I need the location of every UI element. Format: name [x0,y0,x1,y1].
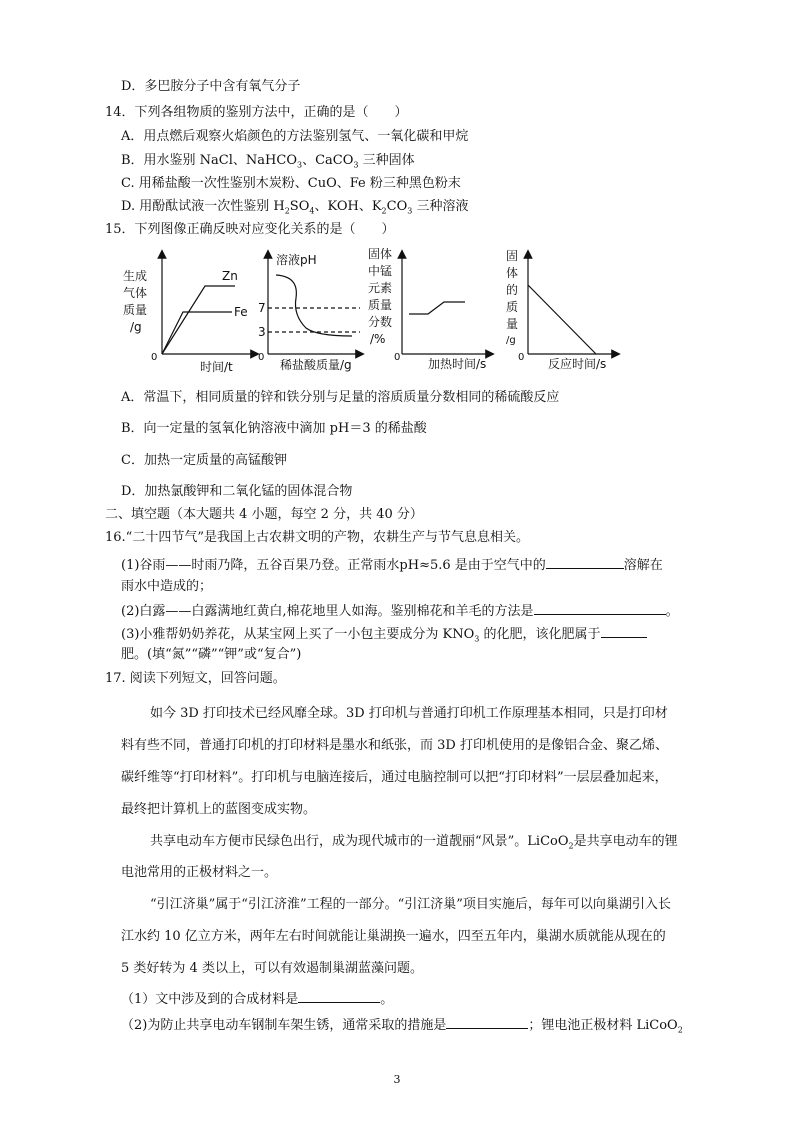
g3-zero: 0 [394,352,401,363]
g4-mass-line [528,285,596,354]
q17-para3-line: 江水约 10 亿立方米，两年左右时间就能让巢湖换一遍水，四至五年内，巢湖水质就能从现在的 [121,929,666,944]
q14-option-a: A．用点燃后观察火焰颜色的方法鉴别氢气、一氧化碳和甲烷 [121,129,469,144]
q15-option-d: D．加热氯酸钾和二氧化锰的固体混合物 [121,484,353,499]
g1-y-label: 质量 [123,303,148,317]
q17-para1-line: 碳纤维等“打印材料”。打印机与电脑连接后，通过电脑控制可以把“打印材料”一层层叠加起来， [121,770,668,785]
q16-sub1-text: (1)谷雨——时雨乃降，五谷百果乃登。正常雨水pH≈5.6 是由于空气中的 [121,558,546,573]
g2-y-label: 溶液pH [276,253,317,267]
q16-sub2-text: (2)白露——白露满地红黄白,棉花地里人如海。鉴别棉花和羊毛的方法是 [121,604,534,619]
q17-para3-line: “引江济巢”属于“引江济淮”工程的一部分。“引江济巢”项目实施后，每年可以向巢湖引入长 [150,897,671,912]
g4-y-label: 固 [506,249,519,263]
q17-sub1-text: 。 [380,992,394,1007]
g2-zero: 0 [258,352,265,363]
q17-sub1-text: （1）文中涉及到的合成材料是 [121,992,299,1007]
q17-sub2-sub: 2 [677,1025,683,1035]
q14-option-b-text: 、CaCO [302,153,354,168]
q14-option-c: C. 用稀盐酸一次性鉴别木炭粉、CuO、Fe 粉三种黑色粉末 [121,176,461,191]
q15-option-c: C．加热一定质量的高锰酸钾 [121,453,287,468]
g3-y-label: 分数 [368,315,393,329]
q16-sub2 [121,601,679,621]
q17-para2-text: 是共享电动车的锂 [573,834,678,849]
g4-zero: 0 [518,352,525,363]
q17-sub2-text: （2)为防止共享电动车钢制车架生锈，通常采取的措施是 [121,1018,447,1033]
q14-stem: 14．下列各组物质的鉴别方法中，正确的是（ ） [105,105,408,120]
g1-zn-label: Zn [222,269,238,283]
g3-mn-line [409,302,465,314]
g4-x-label: 反应时间/s [548,357,607,371]
q14-option-d-text: 、KOH、K [314,199,382,214]
q15-option-a: A．常温下，相同质量的锌和铁分别与足量的溶质质量分数相同的稀硫酸反应 [121,390,560,405]
q14-option-d-text: D. 用酚酞试液一次性鉴别 H [121,199,285,214]
g1-x-label: 时间/t [200,360,233,374]
q14-option-d [121,198,468,216]
q16-sub3-text: 的化肥，该化肥属于 [479,627,601,642]
g1-fe-label: Fe [234,305,248,319]
q16-sub3-cont: 肥。(填“氮”“磷”“钾”或“复合”) [121,647,302,662]
g1-y-label: /g [130,320,142,334]
g1-y-label: 气体 [123,286,148,300]
q14-option-d-text: CO [386,199,408,214]
q13-option-d: D．多巴胺分子中含有氧气分子 [121,79,301,94]
q17-para1-line: 料有些不同，普通打印机的打印材料是墨水和纸张，而 3D 打印机使用的是像铝合金、聚乙烯、 [121,738,668,753]
q17-para3-line: 5 类好转为 4 类以上，可以有效遏制巢湖蓝藻问题。 [121,961,423,976]
q16-sub3 [121,624,647,644]
q17-para2-sub: 2 [568,841,574,851]
q15-graphs [0,240,794,380]
g1-zero: 0 [151,352,158,363]
g4-y-label: 量 [506,317,519,331]
q16-sub1-cont: 雨水中造成的； [121,579,213,594]
g2-x-label: 稀盐酸质量/g [280,358,352,372]
q14-option-d-text: 三种溶液 [412,199,469,214]
g4-y-label: 的 [506,283,519,297]
g2-tick-7: 7 [258,301,266,315]
q17-para1-line: 最终把计算机上的蓝图变成实物。 [121,802,317,817]
q14-option-b [121,152,415,170]
q14-option-d-sub: 2 [381,206,387,216]
q17-stem: 17. 阅读下列短文，回答问题。 [105,671,286,686]
g4-y-label: /g [506,335,516,346]
q14-option-d-sub: 3 [407,206,413,216]
q14-option-d-text: SO [289,199,310,214]
q17-sub2-text: ；锂电池正极材料 LiCoO [528,1018,678,1033]
q17-sub1 [121,989,393,1009]
g3-y-label: 固体 [368,247,393,261]
q16-stem: 16.“二十四节气”是我国上古农耕文明的产物，农耕生产与节气息息相关。 [105,530,529,545]
q16-sub1 [121,555,663,575]
g3-y-label: 中锰 [368,264,393,278]
q15-stem: 15．下列图像正确反映对应变化关系的是（ ） [105,222,395,237]
q17-para2-line: 电池常用的正极材料之一。 [121,865,278,880]
q14-option-d-sub: 2 [284,206,290,216]
g1-y-label: 生成 [123,269,148,283]
g4-y-label: 体 [506,266,519,280]
q15-option-b: B．向一定量的氢氧化钠溶液中滴加 pH＝3 的稀盐酸 [121,421,427,436]
q14-option-b-text: B．用水鉴别 NaCl、NaHCO [121,153,297,168]
q14-option-b-text: 三种固体 [358,153,415,168]
q16-blank-1[interactable] [546,555,624,569]
q16-sub2-text: 。 [665,604,679,619]
page-number: 3 [393,1073,401,1086]
q17-blank-1[interactable] [298,989,380,1003]
g4-y-label: 质 [506,300,519,314]
q16-sub3-text: (3)小雅帮奶奶养花，从某宝网上买了一小包主要成分为 KNO [121,627,475,642]
g1-fe-line [162,312,232,354]
q14-option-b-sub: 3 [296,160,303,170]
q17-para2-line [150,833,678,851]
g3-y-label: 元素 [368,281,393,295]
q17-para1-line: 如今 3D 打印技术已经风靡全球。3D 打印机与普通打印机工作原理基本相同，只是打印材 [150,706,668,721]
g2-ph-curve [276,275,352,336]
q16-blank-2[interactable] [534,601,666,615]
q16-sub3-sub: 3 [474,634,480,644]
q16-sub1-text: 溶解在 [623,558,663,573]
section-2-heading: 二、填空题（本大题共 4 小题，每空 2 分，共 40 分） [105,507,423,522]
g1-zn-line [162,286,235,354]
q16-blank-3[interactable] [601,624,647,638]
g3-y-label: /% [370,332,386,346]
q17-blank-2[interactable] [446,1015,528,1029]
q14-option-d-sub: 4 [309,206,315,216]
g3-y-label: 质量 [368,298,393,312]
q17-para2-text: 共享电动车方便市民绿色出行，成为现代城市的一道靓丽“风景”。LiCoO [150,834,569,849]
q17-sub2 [121,1015,683,1035]
g2-tick-3: 3 [258,325,266,339]
q14-option-b-sub: 3 [353,160,359,170]
g3-x-label: 加热时间/s [428,357,487,371]
